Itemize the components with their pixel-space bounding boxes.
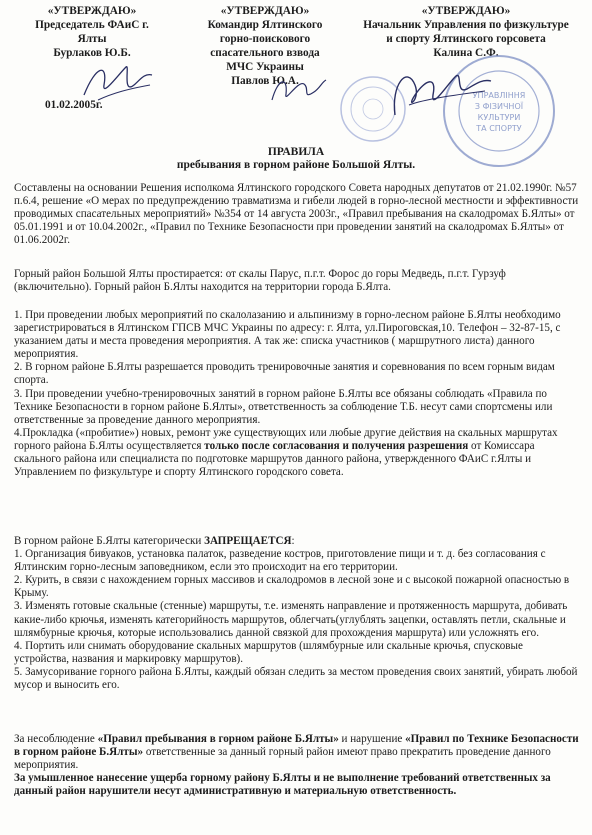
approval-line: Павлов Ю.А. <box>231 75 299 87</box>
signature-sports-head <box>385 55 495 125</box>
approval-line: Начальник Управления по физкультуре <box>363 19 569 31</box>
liability-part: ответственные за данный горный район имеют право прекратить проведение данного мероприятия. <box>14 746 551 772</box>
liability-note: За умышленное нанесение ущерба горному району Б.Ялты и не выполнение требований ответственных за данный район нарушители несут административную и материальную ответственность. <box>14 772 551 798</box>
approval-line: МЧС Украины <box>226 61 304 73</box>
approval-heading: «УТВЕРЖДАЮ» <box>220 5 310 17</box>
approval-line: горно-поискового <box>219 33 311 45</box>
approval-line: спасательного взвода <box>210 47 320 59</box>
rule-text: от Комиссара скального района или специалиста по подготовке маршрутов данного района, утвержденного ФАиС г.Ялты и Управлением по физкультуре и спорту Ялтинского городского совета. <box>14 439 535 479</box>
liability-section <box>14 733 580 798</box>
area-text: Горный район Большой Ялты простирается: от скалы Парус, п.г.т. Форос до горы Медведь, п.г.т. Гурзуф (включительно). Горный район Б.Ялты находится на территории города Б.Ялта. <box>14 268 506 294</box>
prohibition-item: 1. Организация бивуаков, установка палаток, разведение костров, приготовление пищи и т. д. без согласования с Ялтинским горно-лесным заповедником, если это происходит на его территории. <box>14 548 546 574</box>
prohibition-item: 2. Курить, в связи с нахождением горных массивов и скалодромов в лесной зоне и с высокой пожарной опасностью в Крыму. <box>14 574 570 600</box>
liability-part: За несоблюдение <box>14 733 98 745</box>
prohibitions-heading <box>14 535 580 548</box>
intro-text: Составлены на основании Решения исполкома Ялтинского городского Совета народных депутатов от 21.02.1990г. №57 п.6.4, решение «О мерах по предупреждению травматизма и гибели людей в горно-лесной местности и эффективности проводимых спасательных мероприятий» №354 от 14 августа 2003г., «Правил пребывания на скалодромах Б.Ялты» от 05.01.1991 и от 10.04.2002г., «Правил по Технике Безопасности при проведении занятий на скалодромах Б.Ялты» от 01.06.2002г. <box>14 182 579 247</box>
liability-emphasis: «Правил по Технике Безопасности в горном районе Б.Ялты» <box>14 733 579 759</box>
rule-text: 4.Прокладка («пробитие») новых, ремонт уже существующих или любые другие действия на скальных маршрутах горного района Б.Ялты осуществляется <box>14 426 558 452</box>
approval-line: Бурлаков Ю.Б. <box>53 47 131 59</box>
document-subtitle: пребывания в горном районе Большой Ялты. <box>176 159 416 171</box>
svg-text:З ФІЗИЧНОЇ: З ФІЗИЧНОЇ <box>474 102 524 111</box>
intro-paragraph <box>14 182 580 247</box>
rules-section <box>14 309 580 479</box>
approval-line: Командир Ялтинского <box>207 19 323 31</box>
rule-item: 3. При проведении учебно-тренировочных занятий в горном районе Б.Ялты все обязаны соблюдать «Правила по Технике Безопасности в горном районе Б.Ялты», ответственность за соблюдение Т.Б. несут сами спортсмены или ответственные за проведение данного мероприятия. <box>14 387 553 426</box>
approval-line: Председатель ФАиС г. Ялты <box>35 19 149 45</box>
approval-line: и спорту Ялтинского горсовета <box>386 33 546 45</box>
approval-block-rescue-commander <box>190 4 340 88</box>
approval-line: Калина С.Ф. <box>433 47 499 59</box>
prohibition-item: 4. Портить или снимать оборудование скальных маршрутов (шлямбурные или скальные крючья, спусковые устройства, названия и маркировку маршрутов). <box>14 639 523 665</box>
liability-part: и нарушение <box>338 733 406 745</box>
approval-heading: «УТВЕРЖДАЮ» <box>421 5 511 17</box>
stamp-rescue-seal <box>338 74 408 144</box>
rule-emphasis: только после согласования и получения разрешения <box>204 439 469 452</box>
approval-block-sports-head <box>340 4 592 60</box>
heading-text: В горном районе Б.Ялты категорически <box>14 535 205 547</box>
rule-item <box>14 427 580 479</box>
document-title: ПРАВИЛА <box>267 146 325 158</box>
rule-item: 1. При проведении любых мероприятий по скалолазанию и альпинизму в горно-лесном районе Б.Ялты необходимо зарегистрироваться в Ялтинском ГПСВ МЧС Украины по адресу: г. Ялта, ул.Пироговская,10. Телефон – 32-87-15, с указанием даты и места проведения мероприятия. А так же: списка участников ( маршрутного листа) данного мероприятия. <box>14 309 561 361</box>
svg-text:КУЛЬТУРИ: КУЛЬТУРИ <box>477 113 521 122</box>
heading-emphasis: ЗАПРЕЩАЕТСЯ <box>204 535 292 547</box>
heading-colon: : <box>291 535 295 547</box>
approval-heading: «УТВЕРЖДАЮ» <box>47 5 137 17</box>
approval-block-chairman <box>22 4 162 60</box>
liability-emphasis: «Правил пребывания в горном районе Б.Ялты» <box>97 733 339 745</box>
approval-date: 01.02.2005г. <box>45 99 103 111</box>
prohibition-item: 3. Изменять готовые скальные (стенные) маршруты, т.е. изменять направление и протяженность маршрута, добивать какие-либо крючья, изменять категорийность маршрутов, облегчать(углублять зацепки, оставлять петли, скальные и шлямбурные крючья, которые использовались данной связкой для прохождения маршрута) или усложнять его. <box>14 600 568 639</box>
svg-text:ТА СПОРТУ: ТА СПОРТУ <box>476 124 522 133</box>
prohibitions-section <box>14 535 580 692</box>
svg-text:УПРАВЛІННЯ: УПРАВЛІННЯ <box>472 91 526 100</box>
liability-text <box>14 733 580 772</box>
prohibition-item: 5. Замусоривание горного района Б.Ялты, каждый обязан следить за местом проведения своих занятий, убирать любой мусор и выносить его. <box>14 665 578 692</box>
area-paragraph <box>14 268 580 294</box>
rule-item: 2. В горном районе Б.Ялты разрешается проводить тренировочные занятия и соревнования по всем горным видам спорта. <box>14 361 555 387</box>
